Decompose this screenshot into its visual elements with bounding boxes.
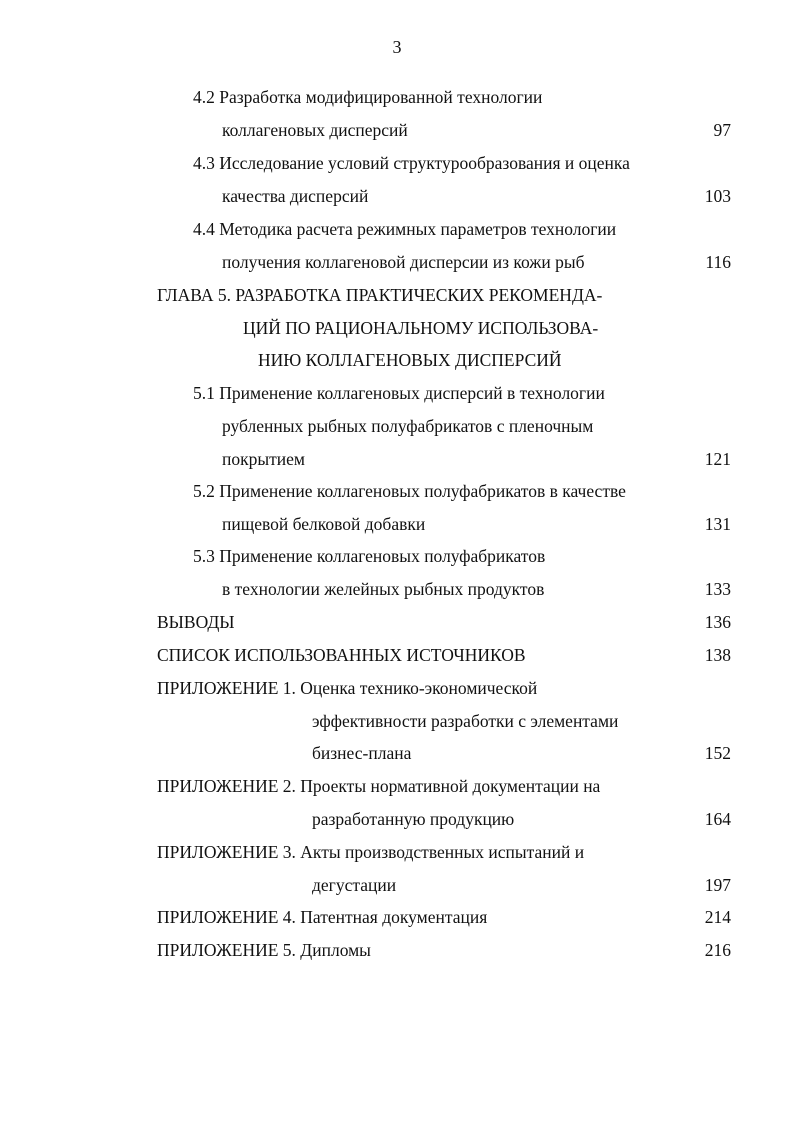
toc-line: ПРИЛОЖЕНИЕ 5. Дипломы bbox=[157, 940, 371, 960]
toc-chapter-line: ЦИЙ ПО РАЦИОНАЛЬНОМУ ИСПОЛЬЗОВА- bbox=[243, 318, 599, 338]
toc-line: получения коллагеновой дисперсии из кожи рыб bbox=[222, 252, 585, 272]
toc-line: 5.3 Применение коллагеновых полуфабрикатов bbox=[193, 546, 546, 566]
toc-chapter-line: НИЮ КОЛЛАГЕНОВЫХ ДИСПЕРСИЙ bbox=[258, 350, 562, 370]
toc-line: коллагеновых дисперсий bbox=[222, 120, 408, 140]
toc-page-number: 136 bbox=[704, 612, 731, 632]
toc-page-number: 214 bbox=[704, 907, 731, 927]
toc-line: ПРИЛОЖЕНИЕ 2. Проекты нормативной документации на bbox=[157, 776, 601, 796]
toc-line: эффективности разработки с элементами bbox=[312, 711, 619, 731]
toc-line: 4.4 Методика расчета режимных параметров технологии bbox=[193, 219, 617, 239]
toc-line: ПРИЛОЖЕНИЕ 4. Патентная документация bbox=[157, 907, 488, 927]
toc-line: ВЫВОДЫ bbox=[157, 612, 235, 632]
toc-page-number: 103 bbox=[704, 186, 731, 206]
toc-page-number: 152 bbox=[704, 743, 731, 763]
toc-line: пищевой белковой добавки bbox=[222, 514, 426, 534]
toc-line: покрытием bbox=[222, 449, 305, 469]
toc-page-number: 131 bbox=[704, 514, 731, 534]
toc-line: ПРИЛОЖЕНИЕ 1. Оценка технико-экономической bbox=[157, 678, 538, 698]
toc-line: дегустации bbox=[312, 875, 397, 895]
toc-page-number: 216 bbox=[704, 940, 731, 960]
toc-line: ПРИЛОЖЕНИЕ 3. Акты производственных испытаний и bbox=[157, 842, 585, 862]
toc-page-number: 116 bbox=[705, 252, 731, 272]
toc-chapter-line: ГЛАВА 5. РАЗРАБОТКА ПРАКТИЧЕСКИХ РЕКОМЕНДА- bbox=[157, 285, 603, 305]
toc-line: качества дисперсий bbox=[222, 186, 369, 206]
toc-line: 5.1 Применение коллагеновых дисперсий в технологии bbox=[193, 383, 605, 403]
toc-line: 5.2 Применение коллагеновых полуфабрикатов в качестве bbox=[193, 481, 626, 501]
toc-page-number: 164 bbox=[704, 809, 731, 829]
toc-line: СПИСОК ИСПОЛЬЗОВАННЫХ ИСТОЧНИКОВ bbox=[157, 645, 526, 665]
toc-page-number: 197 bbox=[704, 875, 731, 895]
toc-line: в технологии желейных рыбных продуктов bbox=[222, 579, 545, 599]
toc-line: разработанную продукцию bbox=[312, 809, 515, 829]
toc-page-number: 138 bbox=[704, 645, 731, 665]
page-number: 3 bbox=[392, 37, 402, 57]
toc-line: бизнес-плана bbox=[312, 743, 412, 763]
toc-page-number: 97 bbox=[713, 120, 731, 140]
toc-line: рубленных рыбных полуфабрикатов с пленочным bbox=[222, 416, 594, 436]
toc-line: 4.3 Исследование условий структурообразования и оценка bbox=[193, 153, 630, 173]
toc-page-number: 133 bbox=[704, 579, 731, 599]
toc-page-number: 121 bbox=[704, 449, 731, 469]
toc-line: 4.2 Разработка модифицированной технологии bbox=[193, 87, 543, 107]
